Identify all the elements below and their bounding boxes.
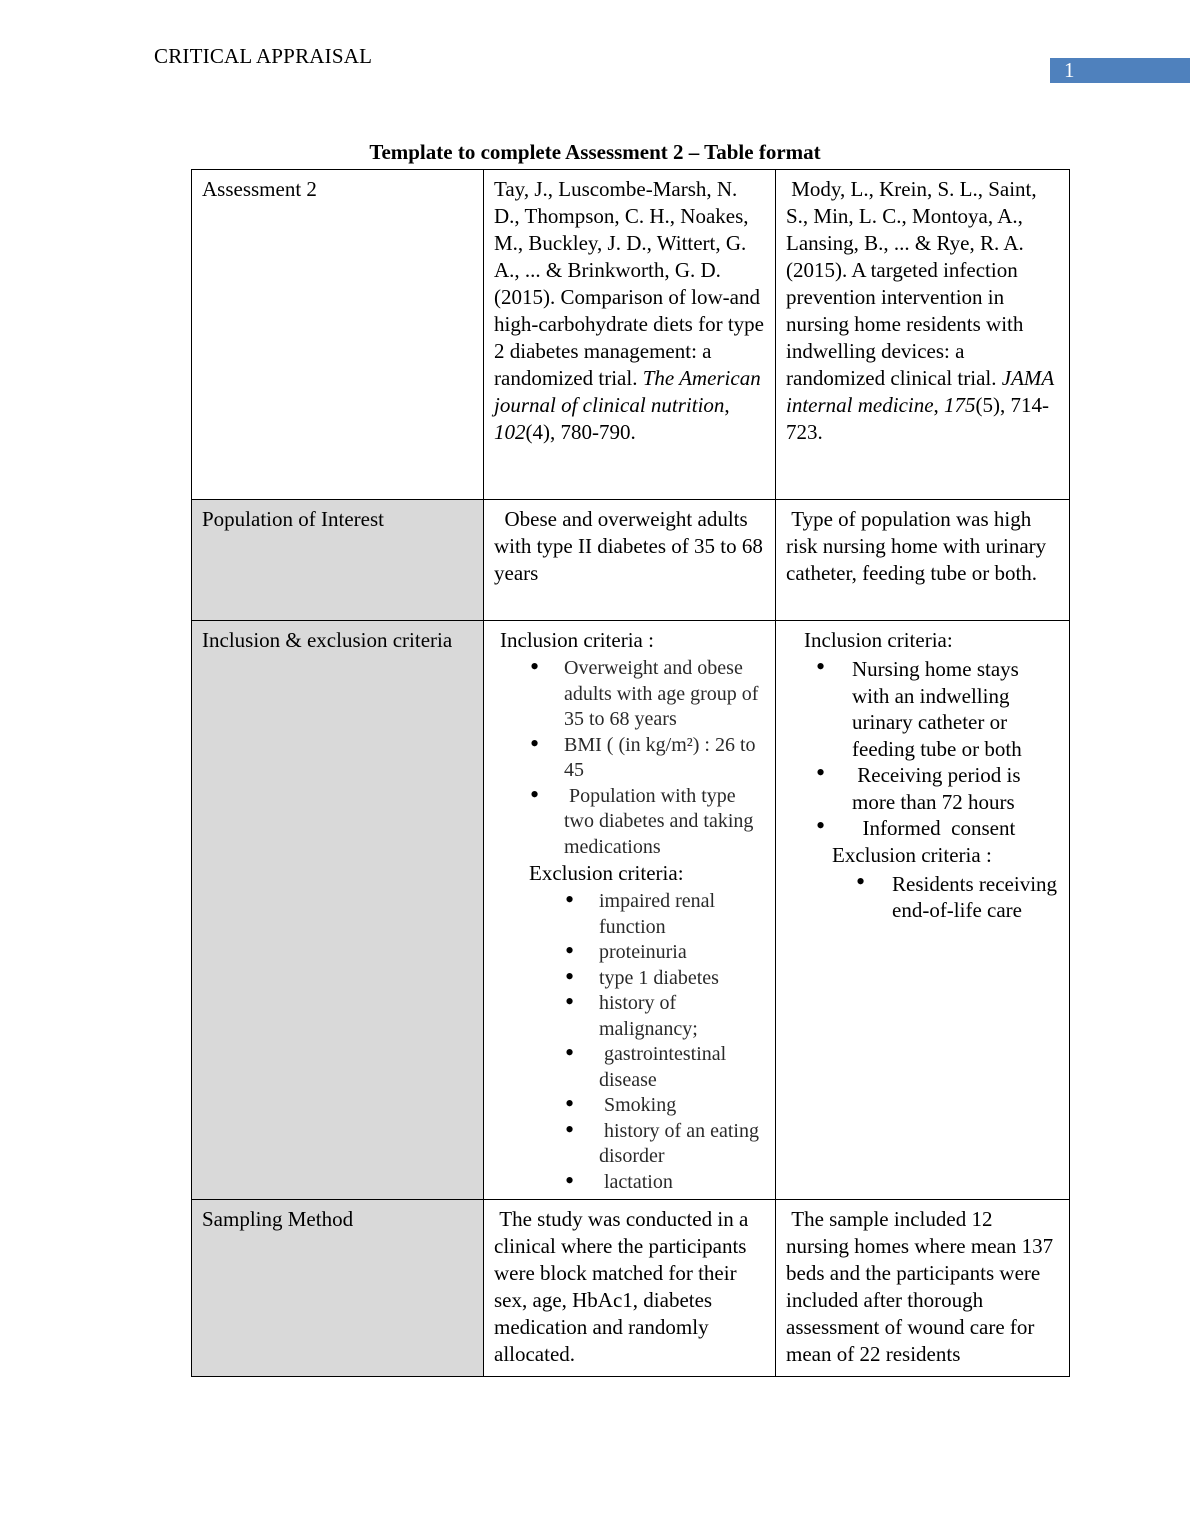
study1-inclusion-heading: Inclusion criteria : [500,628,654,652]
list-item: • BMI ( (in kg/m²) : 26 to 45 [564,733,765,784]
row-label-criteria: Inclusion & exclusion criteria [192,621,484,1200]
list-item: • Overweight and obese adults with age group of 35 to 68 years [564,656,765,733]
list-item: • Population with type two diabetes and taking medications [564,784,765,861]
row-label-assessment: Assessment 2 [192,170,484,500]
list-item: • history of an eating disorder [599,1119,765,1170]
study2-journal: JAMA internal medicine [786,366,1060,417]
study2-exclusion-heading: Exclusion criteria : [832,842,992,867]
list-item: • proteinuria [599,940,765,966]
table-row-reference [192,170,1070,500]
study1-exclusion-heading: Exclusion criteria: [529,861,684,885]
study1-volume: 102 [494,420,526,444]
study2-inclusion-list [786,656,1059,842]
list-item: • lactation [599,1170,765,1196]
study1-inclusion-list [494,656,765,860]
row-label-population: Population of Interest [192,500,484,621]
list-item: • history of malignancy; [599,991,765,1042]
table-row-criteria [192,621,1070,1200]
running-head: CRITICAL APPRAISAL [154,44,373,68]
study2-sampling: The sample included 12 nursing homes where mean 137 beds and the participants were included after thorough assessment of wound care for mean of 22 residents [776,1200,1070,1377]
study2-reference [776,170,1070,500]
list-item: • Nursing home stays with an indwelling urinary catheter or feeding tube or both [852,656,1059,762]
study1-reference [484,170,776,500]
list-item: • type 1 diabetes [599,966,765,992]
study1-criteria [484,621,776,1200]
study1-sampling: The study was conducted in a clinical where the participants were block matched for their sex, age, HbAc1, diabetes medication and randomly allocated. [484,1200,776,1377]
list-item: • Informed consent [852,815,1059,842]
study2-volume: 175 [944,393,976,417]
row-label-sampling: Sampling Method [192,1200,484,1377]
study1-population: Obese and overweight adults with type II diabetes of 35 to 68 years [484,500,776,621]
list-item: • impaired renal function [599,889,765,940]
study2-reference-authors: Mody, L., Krein, S. L., Saint, S., Min, L. C., Montoya, A., Lansing, B., ... & Rye, R. A. (2015). A targeted infection prevention intervention in nursing home residents with indwelling devices: a randomized clinical trial. [786,177,1042,390]
study1-sep: , [724,393,730,417]
study2-inclusion-heading: Inclusion criteria: [804,628,953,652]
study2-sep: , [933,393,945,417]
list-item: • Smoking [599,1093,765,1119]
study2-population: Type of population was high risk nursing home with urinary catheter, feeding tube or both. [776,500,1070,621]
study1-journal: The American journal of clinical nutrition [494,366,761,417]
list-item: • gastrointestinal disease [599,1042,765,1093]
table-row-population [192,500,1070,621]
study1-pages: (4), 780-790. [525,420,636,444]
list-item: • Receiving period is more than 72 hours [852,762,1059,815]
study2-exclusion-list [786,871,1059,924]
study2-pages: (5), 714-723. [786,393,1050,444]
appraisal-table [191,169,1070,1377]
document-title: Template to complete Assessment 2 – Table format [369,140,821,164]
page-number: 1 [1050,58,1190,83]
study1-reference-authors: Tay, J., Luscombe-Marsh, N. D., Thompson, C. H., Noakes, M., Buckley, J. D., Wittert, G. A., ... & Brinkworth, G. D. (2015). Comparison of low-and high-carbohydrate diets for type 2 diabetes management: a randomized trial. [494,177,764,390]
table-row-sampling [192,1200,1070,1377]
study1-exclusion-list [494,889,765,1195]
study2-criteria [776,621,1070,1200]
list-item: • Residents receiving end-of-life care [892,871,1059,924]
